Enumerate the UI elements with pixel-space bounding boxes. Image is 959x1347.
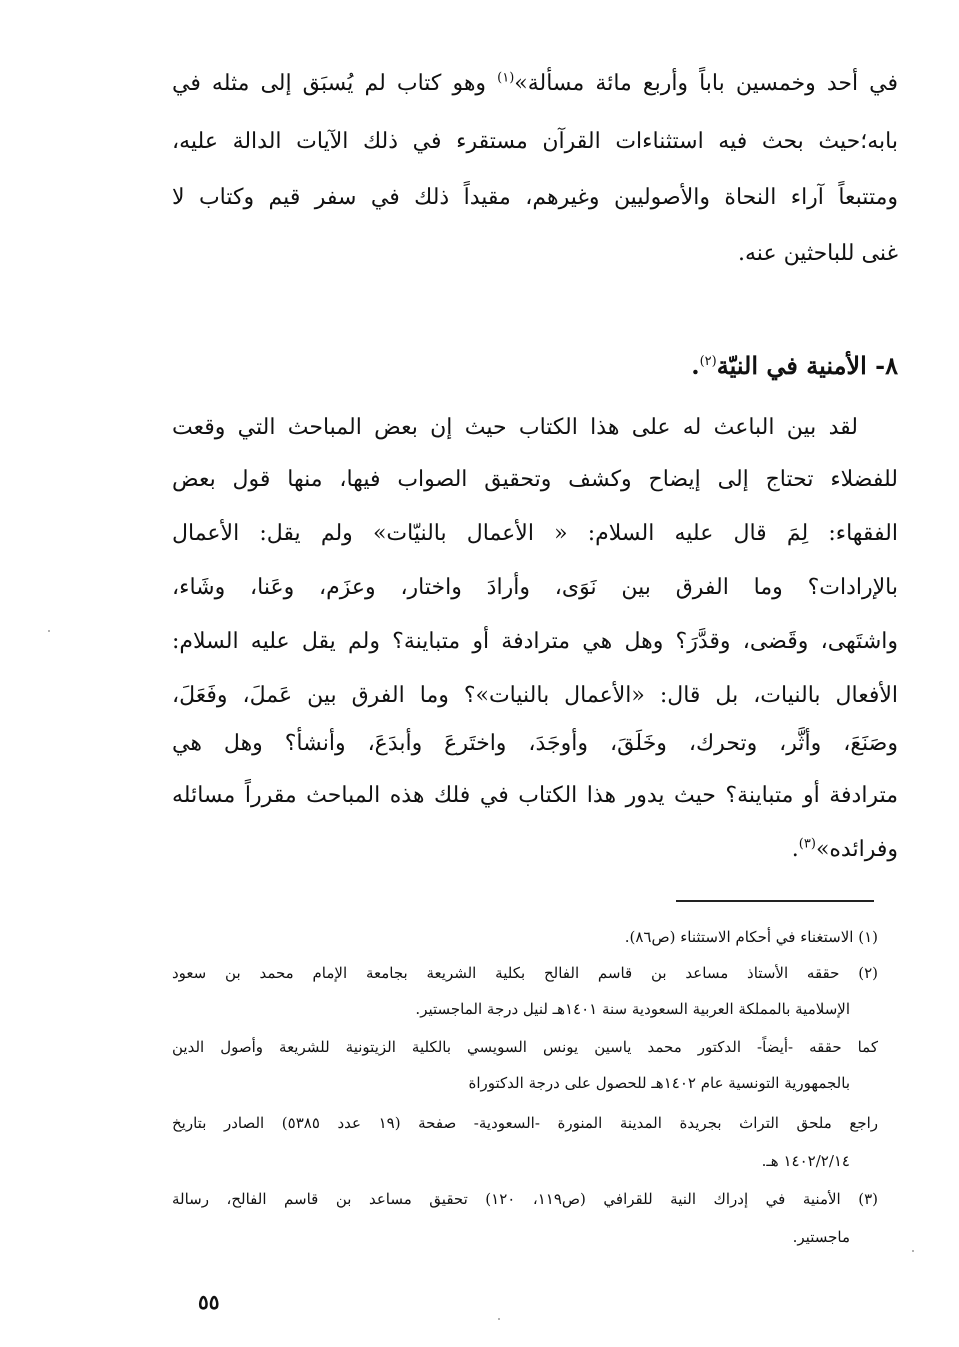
section-heading: [172, 344, 898, 388]
footnote-3-line-2: ماجستير.: [792, 1228, 850, 1246]
footnote-2-line-3: كما حققه -أيضاً- الدكتور محمد ياسين يونس السويسي بالكلية الزيتونية للشريعة وأصول الدين: [172, 1038, 878, 1056]
main-line-9-text: وفرائده»: [815, 837, 898, 862]
page-number: ٥٥: [198, 1290, 220, 1314]
main-line-3: الفقهاء: لِمَ قال عليه السلام: « الأعمال بالنيّات» ولم يقل: الأعمال: [172, 521, 898, 546]
scan-speck: [48, 630, 50, 632]
main-line-2: للفضلاء تحتاج إلى إيضاح وكشف وتحقيق الصواب فيها، منها قول بعض: [172, 467, 898, 492]
main-line-9: [172, 830, 898, 870]
footnote-2-line-2: الإسلامية بالمملكة العربية السعودية سنة ١٤٠١هـ لنيل درجة الماجستير.: [415, 1000, 850, 1018]
intro-line-4: غنى للباحثين عنه.: [738, 241, 898, 266]
footnote-2-line-4: بالجمهورية التونسية عام ١٤٠٢هـ للحصول على درجة الدكتوراة: [468, 1074, 850, 1092]
intro-line-1: [172, 64, 898, 104]
footnote-3-line-1: (٣) الأمنية في إدراك النية للقرافي (ص١١٩، ١٢٠) تحقيق مساعد بن قاسم الفالح، رسالة: [172, 1190, 879, 1208]
footnote-2-line-1: (٢) حققه الأستاذ مساعد بن قاسم الفالح بكلية الشريعة بجامعة الإمام محمد بن سعود: [172, 964, 878, 982]
footnote-ref-2: (٢): [699, 354, 717, 369]
intro-line-1-text: في أحد وخمسين باباً وأربع مائة مسألة»: [514, 71, 899, 96]
scan-speck: [498, 1318, 500, 1320]
main-line-9-end: .: [791, 837, 799, 862]
main-line-7: وصَنَعَ، وأثَّر، وتحرك، وخَلَقَ، وأوجَدَ، واختَرعَ وأبدَعَ، وأنشأ؟ وهل هي: [172, 731, 898, 756]
section-heading-end: .: [691, 351, 700, 380]
section-heading-text: ٨- الأمنية في النيّة: [716, 351, 898, 380]
footnote-2-line-5: راجع ملحق التراث بجريدة المدينة المنورة -السعودية- صفحة (١٩ عدد ٥٣٨٥) الصادر بتاريخ: [172, 1114, 879, 1132]
intro-line-2: بابه؛حيث بحث فيه استثناءات القرآن مستقرء في ذلك الآيات الدالة عليه،: [172, 129, 898, 154]
main-line-8: مترادفة أو متباينة؟ حيث يدور هذا الكتاب في فلك هذه المباحث مقرراً مسائله: [172, 783, 898, 808]
main-line-1: لقد بين الباعث له على هذا الكتاب حيث إن بعض المباحث التي وقعت: [172, 415, 858, 440]
main-line-5: واشتَهى، وقَضى، وقدَّرَ؟ وهل هي مترادفة أو متباينة؟ ولم يقل عليه السلام:: [172, 629, 898, 654]
footnote-ref-3: (٣): [798, 836, 816, 852]
footnote-ref-1: (١): [497, 70, 515, 86]
footnote-2-line-6: ١٤٠٢/٢/١٤ هـ.: [761, 1152, 850, 1170]
footnote-divider: [676, 900, 874, 902]
footnote-1: (١) الاستغناء في أحكام الاستثناء (ص٨٦).: [624, 928, 878, 946]
main-line-4: بالإرادات؟ وما الفرق بين نَوَى، وأرادَ واختار، وعزَم، وعَنا، وشَاء،: [172, 575, 898, 600]
intro-line-1-tail: وهو كتاب لم يُسبَق إلى مثله في: [172, 71, 498, 96]
main-line-6: الأفعال بالنيات، بل قال: «الأعمال بالنيات»؟ وما الفرق بين عَملَ، وفَعَلَ،: [172, 683, 898, 708]
intro-line-3: ومتتبعاً آراء النحاة والأصوليين وغيرهم، مقيداً ذلك في سفر قيم وكتاب لا: [172, 185, 898, 210]
scan-speck: [912, 1250, 914, 1252]
